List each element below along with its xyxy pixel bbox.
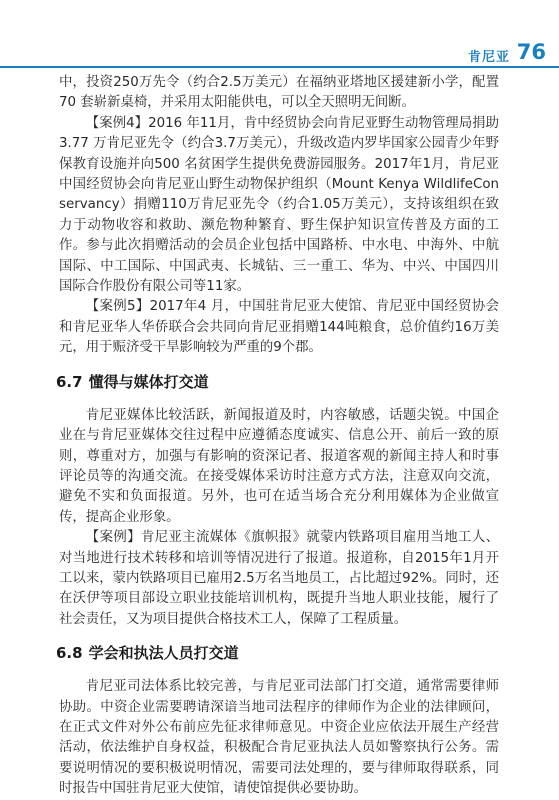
paragraph-case-4: 【案例4】2016 年11月，肯中经贸协会向肯尼亚野生动物管理局捐助3.77 万肯尼亚先令（约合3.7万美元），升级改造内罗毕国家公园青少年野保教育设施并向500 名贫困学生提供免费游园服务。2017年1月，肯尼亚中国经贸协会向肯尼亚山野生动物保护组织（Mount Kenya WildlifeConservancy）捐赠110万肯尼亚先令（约合1.05万美元），支持该组织在致力于动物收容和救助、濒危物种繁育、野生保护知识宣传普及方面的工作。参与此次捐赠活动的会员企业包括中国路桥、中水电、中海外、中航国际、中工国际、中国武夷、长城钻、三一重工、华为、中兴、中国四川国际合作股份有限公司等11家。 (59, 115, 499, 295)
page-content (56, 73, 499, 800)
header-country: 肯尼亚 (467, 50, 510, 65)
paragraph-media-case: 【案例】肯尼亚主流媒体《旗帜报》就蒙内铁路项目雇用当地工人、对当地进行技术转移和培训等情况进行了报道。报道称，自2015年1月开工以来，蒙内铁路项目已雇用2.5万名当地员工，占比超过92%。同时，还在沃伊等项目部设立职业技能培训机构，既提升当地人职业技能，履行了社会责任，又为项目提供合格技术工人，保障了工程质量。 (59, 530, 499, 627)
section-title: 学会和执法人员打交道 (88, 644, 239, 663)
section-heading-6-7 (56, 372, 499, 392)
paragraph-law-enforcement: 肯尼亚司法体系比较完善，与肯尼亚司法部门打交道，通常需要律师协助。中资企业需要聘请深谙当地司法程序的律师作为企业的法律顾问，在正式文件对外公布前应先征求律师意见。中资企业应依法开展生产经营活动，依法维护自身权益，积极配合肯尼亚执法人员如警察执行公务。需要说明情况的要积极说明情况，需要司法处理的，要与律师取得联系，同时报告中国驻肯尼亚大使馆，请使馆提供必要协助。 (59, 679, 499, 797)
page-number: 76 (516, 40, 546, 64)
section-number: 6.8 (56, 644, 83, 663)
section-number: 6.7 (56, 372, 83, 391)
paragraph-continuation: 中，投资250万先令（约合2.5万美元）在福纳亚塔地区援建新小学，配置70 套崭新桌椅，并采用太阳能供电，可以全天照明无间断。 (59, 75, 499, 111)
page-header (0, 0, 559, 78)
section-title: 懂得与媒体打交道 (88, 372, 209, 391)
paragraph-case-5: 【案例5】2017年4 月，中国驻肯尼亚大使馆、肯尼亚中国经贸协会和肯尼亚华人华侨联合会共同向肯尼亚捐赠144吨粮食，总价值约16万美元，用于赈济受干旱影响较为严重的9个郡。 (59, 299, 499, 356)
paragraph-media-intro: 肯尼亚媒体比较活跃，新闻报道及时，内容敏感，话题尖锐。中国企业在与肯尼亚媒体交往过程中应遵循态度诚实、信息公开、前后一致的原则，尊重对方，加强与有影响的资深记者、报道客观的新闻主持人和时事评论员等的沟通交流。在接受媒体采访时注意方式方法，注意双向交流，避免不实和负面报道。另外，也可在适当场合充分利用媒体为企业做宣传，提高企业形象。 (59, 407, 499, 525)
section-heading-6-8 (56, 643, 499, 663)
header-rule (0, 66, 559, 68)
